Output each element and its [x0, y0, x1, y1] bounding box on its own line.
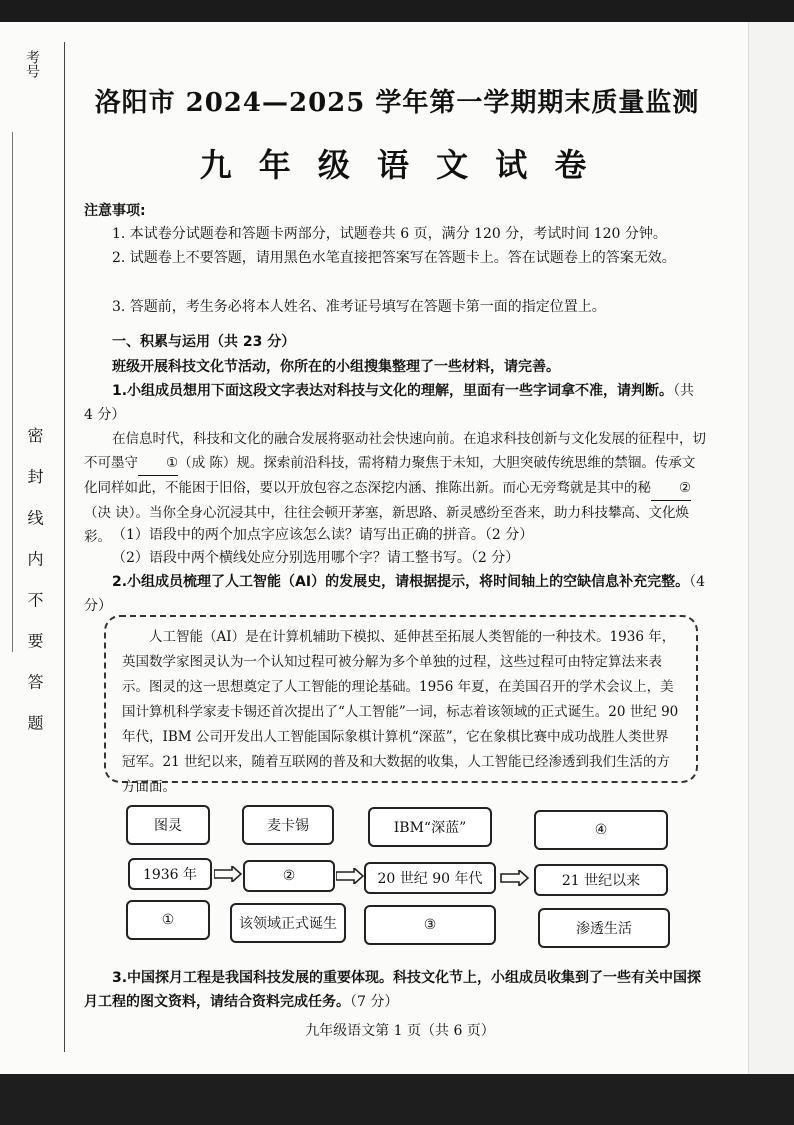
q2-score: （4 分）: [84, 574, 706, 614]
q3-stem-text: 3.中国探月工程是我国科技发展的重要体现。科技文化节上，小组成员收集到了一些有关中国探月工程的图文资料，请结合资料完成任务。: [84, 970, 702, 1010]
timeline-mid-2-blank[interactable]: ②: [243, 860, 335, 892]
notice-item-1: 1. 本试卷分试题卷和答题卡两部分，试题卷共 6 页，满分 120 分，考试时间 120 分钟。: [112, 226, 667, 242]
q1-score: （共 4 分）: [84, 383, 695, 423]
ai-info-box: 人工智能（AI）是在计算机辅助下模拟、延伸甚至拓展人类智能的一种技术。1936 年，英国数学家图灵认为一个认知过程可被分解为多个单独的过程，这些过程可由特定算法来表示。图灵的这一思想奠定了人工智能的理论基础。1956 年夏，在美国召开的学术会议上，美国计算机科学家麦卡锡还首次提出了“人工智能”一词，标志着该领域的正式诞生。20 世纪 90 年代，IBM 公司开发出人工智能国际象棋计算机“深蓝”，它在象棋比赛中成功战胜人类世界冠军。21 世纪以来，随着互联网的普及和大数据的收集，人工智能已经渗透到我们生活的方方面面。: [104, 615, 698, 783]
section-intro: 班级开展科技文化节活动，你所在的小组搜集整理了一些材料，请完善。: [112, 359, 560, 375]
timeline-mid-3: 20 世纪 90 年代: [364, 862, 496, 894]
exam-title: 洛阳市 2024—2025 学年第一学期期末质量监测: [94, 88, 700, 118]
page-footer: 九年级语文第 1 页（共 6 页）: [305, 1023, 495, 1039]
binding-label: 考号: [24, 50, 40, 78]
q1-subquestion-2: （2）语段中两个横线处应分别选用哪个字？请工整书写。（2 分）: [112, 550, 520, 566]
q1-blank-1: ①: [138, 451, 178, 476]
timeline-bottom-2: 该领域正式诞生: [230, 903, 346, 943]
timeline-top-3: IBM“深蓝”: [368, 807, 492, 847]
arrow-icon: [336, 868, 364, 884]
q1-blank-1-hint: （成 陈）: [178, 455, 237, 471]
notice-item-2: 2. 试题卷上不要答题，请用黑色水笔直接把答案写在答题卡上。答在试题卷上的答案无效。: [112, 250, 676, 266]
q3-score: （7 分）: [350, 994, 399, 1010]
seal-line: [64, 42, 65, 1052]
timeline-bottom-3-blank[interactable]: ③: [364, 905, 496, 945]
question-1-stem: [84, 379, 706, 427]
q1-passage-b: 规。探索前沿科技，需将精力聚焦于未知，大胆突破传统思维的禁锢。传承文化同样如此，不能困于旧俗，要以开放包容之态深挖内涵、推陈出新。而心无旁骛就是其中的秘: [84, 455, 696, 496]
binding-warning: 密 封 线 内 不 要 答 题: [25, 427, 44, 741]
timeline-top-2: 麦卡锡: [242, 805, 334, 845]
q1-blank-2: ②: [651, 476, 691, 501]
timeline-bottom-4: 渗透生活: [538, 908, 670, 948]
timeline-top-4-blank[interactable]: ④: [534, 810, 668, 850]
q1-subquestion-1: （1）语段中的两个加点字应该怎么读？请写出正确的拼音。（2 分）: [112, 527, 534, 543]
scan-border-bottom: [0, 1074, 794, 1125]
timeline-top-1: 图灵: [126, 805, 210, 845]
q1-blank-2-hint: （决 诀）: [84, 505, 136, 521]
question-2-stem: [84, 570, 706, 618]
question-3-stem: [84, 966, 706, 1014]
timeline-mid-4: 21 世纪以来: [534, 864, 668, 896]
timeline-mid-1: 1936 年: [128, 858, 212, 890]
arrow-icon: [214, 866, 242, 882]
q1-passage-c: 。当你全身心沉浸其中，往往会顿开茅塞，新思路、新灵感纷至沓来，助力科技攀高、文化焕彩。: [84, 505, 690, 545]
exam-subtitle: 九 年 级 语 文 试 卷: [199, 146, 595, 184]
q1-stem-text: 1.小组成员想用下面这段文字表达对科技与文化的理解，里面有一些字词拿不准，请判断。: [112, 383, 674, 399]
scan-border-top: [0, 0, 794, 22]
section-heading: 一、积累与运用（共 23 分）: [112, 334, 296, 350]
adjacent-page-edge: [748, 22, 794, 1074]
q2-stem-text: 2.小组成员梳理了人工智能（AI）的发展史，请根据提示，将时间轴上的空缺信息补充完整。: [112, 574, 690, 590]
binding-margin: [0, 22, 70, 1074]
notice-item-3: 3. 答题前，考生务必将本人姓名、准考证号填写在答题卡第一面的指定位置上。: [112, 299, 606, 315]
timeline-bottom-1-blank[interactable]: ①: [126, 900, 210, 940]
fill-line: [12, 132, 13, 652]
arrow-icon: [500, 870, 530, 886]
notice-heading: 注意事项:: [84, 203, 146, 219]
q1-passage-a: 在信息时代，科技和文化的融合发展将驱动社会快速向前。在追求科技创新与文化发展的征程中，切不可墨守: [84, 431, 706, 471]
